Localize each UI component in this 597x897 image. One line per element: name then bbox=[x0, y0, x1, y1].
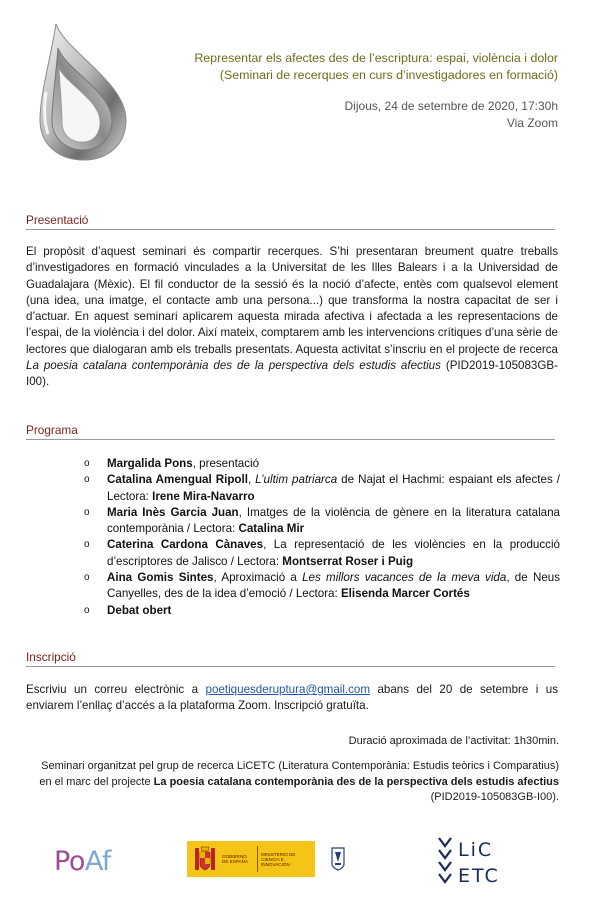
government-text: GOBIERNO DE ESPAÑA bbox=[222, 854, 248, 864]
reader-name: Elisenda Marcer Cortés bbox=[340, 587, 470, 601]
credits-text: en el marc del projecte bbox=[39, 775, 154, 788]
program-item bbox=[83, 456, 560, 472]
program-item bbox=[83, 603, 560, 619]
event-title: Representar els afectes des de l’escriptura: espai, violència i dolor bbox=[194, 51, 558, 65]
program-item bbox=[83, 570, 560, 603]
bullet-icon: o bbox=[84, 474, 90, 486]
section-heading-programa: Programa bbox=[26, 423, 555, 440]
presentacio-text: El propòsit d’aquest seminari és compartir recerques. S’hi presentaran breument quatre treballs d’investigadores en formació vinculades a la Universitat de les Illes Balears i a la Universidad de Guadalajara (Mèxic). El fil conductor de la sessió és la noció d’afecte, entès com qualsevol element (una idea, una imatge, el contacte amb una persona...) que transforma la nostra capacitat de ser i d’actuar. En aquest seminari aplicarem aquesta mirada afectiva i afectada a les representacions de l’espai, de la violència i del dolor. Així mateix, comptarem amb les intervencions crítiques d’una sèrie de lectores que dialogaran amb els treballs presentats. Aquesta activitat s’inscriu en el projecte de recerca bbox=[26, 245, 558, 356]
program-item bbox=[83, 537, 560, 570]
event-date: Dijous, 24 de setembre de 2020, 17:30h bbox=[344, 99, 558, 113]
speaker-name: Catalina Amengual Ripoll bbox=[107, 473, 248, 487]
inscripcio-text: abans del 20 de setembre i us enviarem l’enllaç d’accés a la plataforma Zoom. Inscripció gratuïta. bbox=[26, 683, 558, 713]
section-heading-presentacio: Presentació bbox=[26, 213, 555, 230]
speaker-name: Aina Gomis Sintes bbox=[107, 571, 214, 585]
university-logo-icon bbox=[329, 846, 347, 872]
bullet-icon: o bbox=[84, 458, 90, 469]
inscripcio-text: Escriviu un correu electrònic a bbox=[26, 683, 206, 696]
speaker-name: Margalida Pons bbox=[107, 457, 193, 470]
talk-text: de Najat el Hachmi: espaiant els afectes / Lectora: bbox=[107, 473, 560, 503]
credits-line: Seminari organitzat pel grup de recerca LiCETC (Literatura Contemporània: Estudis teòrics i Comparatius) bbox=[41, 760, 559, 772]
licetc-logo-lic: LiC bbox=[458, 839, 494, 861]
email-link[interactable]: poetiquesderuptura@gmail.com bbox=[205, 683, 371, 696]
project-code: (PID2019-105083GB-I00). bbox=[26, 359, 558, 389]
duration-text: Duració aproximada de l’activitat: 1h30min. bbox=[348, 735, 559, 747]
event-header bbox=[158, 50, 558, 132]
credits-block bbox=[19, 759, 559, 806]
reader-name: Irene Mira-Navarro bbox=[152, 489, 255, 503]
credits-project-title: La poesia catalana contemporània des de la perspectiva dels estudis afectius bbox=[153, 775, 559, 788]
poaf-logo bbox=[54, 846, 111, 877]
inscripcio-paragraph bbox=[26, 682, 558, 715]
talk-text: , La representació de les violències en la producció d’escriptores de Jalisco / Lectora: bbox=[107, 538, 560, 568]
project-title: La poesia catalana contemporània des de la perspectiva dels estudis afectius bbox=[26, 359, 441, 373]
talk-text: , bbox=[247, 473, 256, 487]
government-logo bbox=[187, 841, 315, 877]
bullet-icon: o bbox=[84, 506, 90, 518]
work-title: L’ultim patriarca bbox=[255, 473, 338, 487]
program-item bbox=[83, 505, 560, 538]
talk-text: , de Neus Canyelles, des de la idea d’emoció / Lectora: bbox=[107, 571, 561, 601]
program-item bbox=[83, 472, 560, 505]
speaker-name: Caterina Cardona Cànaves bbox=[107, 538, 264, 552]
event-place: Via Zoom bbox=[506, 116, 558, 130]
reader-name: Catalina Mir bbox=[238, 522, 305, 536]
bullet-icon: o bbox=[84, 604, 90, 616]
work-title: Les millors vacances de la meva vida bbox=[302, 571, 507, 585]
teardrop-logo bbox=[26, 22, 136, 162]
presentacio-paragraph bbox=[26, 244, 558, 391]
licetc-logo-etc: ETC bbox=[458, 865, 500, 886]
reader-name: Montserrat Roser i Puig bbox=[282, 554, 414, 568]
event-subtitle: (Seminari de recerques en curs d’investigadores en formació) bbox=[219, 68, 558, 82]
speaker-name: Maria Inès Garcia Juan bbox=[107, 505, 239, 519]
program-list bbox=[83, 456, 560, 619]
poaf-logo-po: Po bbox=[54, 846, 85, 877]
ministry-text: MINISTERIO DE CIENCIA E INNOVACIÓN bbox=[261, 851, 296, 867]
poaf-logo-af: Af bbox=[84, 846, 111, 877]
spain-crest-icon bbox=[192, 844, 218, 874]
credits-line: (PID2019-105083GB-I00). bbox=[430, 791, 559, 803]
section-heading-inscripcio: Inscripció bbox=[26, 650, 555, 667]
speaker-name: Debat obert bbox=[107, 603, 172, 617]
bullet-icon: o bbox=[84, 539, 90, 551]
licetc-logo bbox=[436, 834, 516, 886]
talk-text: , Aproximació a bbox=[213, 571, 303, 585]
credits-line bbox=[19, 775, 559, 791]
logo-divider bbox=[257, 846, 258, 872]
talk-text: , presentació bbox=[192, 457, 260, 470]
talk-text: , Imatges de la violència de gènere en la literatura catalana contemporània / Lectora: bbox=[107, 505, 560, 536]
bullet-icon: o bbox=[84, 572, 90, 584]
